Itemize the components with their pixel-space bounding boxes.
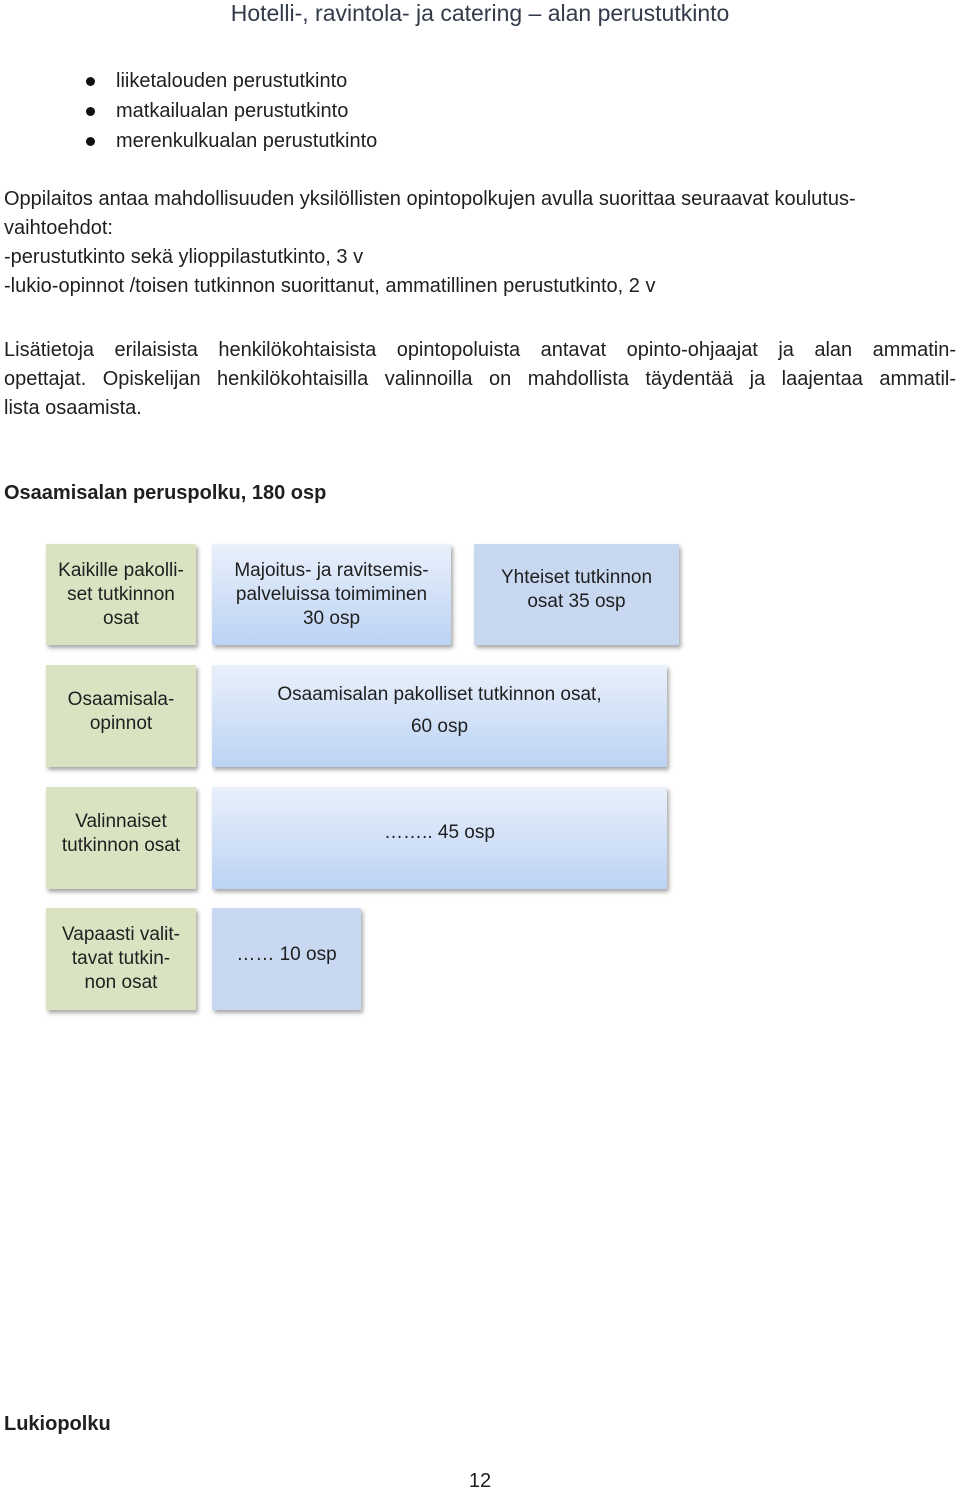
box-text-line: Osaamisalan pakolliset tutkinnon osat, [277,684,602,705]
paragraph-line: -lukio-opinnot /toisen tutkinnon suorittanut, ammatillinen perustutkinto, 2 v [4,275,656,297]
bullet-dot-icon [86,77,95,86]
box-text-line: osat [103,607,139,629]
bullet-item [0,96,377,126]
box-text-line: opinnot [89,713,153,734]
box-accommodation-catering-services [212,544,451,645]
bullet-text: liiketalouden perustutkinto [116,70,348,92]
box-text-line: set tutkinnon [67,583,175,605]
bullet-text: matkailualan perustutkinto [116,100,349,122]
page-header-title: Hotelli-, ravintola- ja catering – alan perustutkinto [230,0,730,26]
box-text-line: Osaamisala- [67,689,175,710]
bullet-dot-icon [86,137,95,146]
box-text-line: …….. 45 osp [384,822,495,843]
paragraph-line: -perustutkinto sekä ylioppilastutkinto, 3 v [4,246,364,268]
box-text-line: tutkinnon osat [61,835,181,856]
box-optional-units-45 [212,787,667,889]
bullet-dot-icon [86,107,95,116]
page-number: 12 [468,1470,492,1492]
bullet-text: merenkulkualan perustutkinto [116,130,378,152]
box-text-line: Vapaasti valit- [62,924,180,945]
label-optional-units [46,787,196,889]
label-competence-area-studies [46,665,196,767]
box-text-line: 60 osp [410,716,469,737]
paragraph-line: vaihtoehdot: [4,217,113,239]
paragraph-line: lista osaamista. [4,397,142,419]
box-text-line: Majoitus- ja ravitsemis- [234,559,429,581]
paragraph-line: Oppilaitos antaa mahdollisuuden yksilöllisten opintopolkujen avulla suorittaa seuraavat koulutus- [4,188,856,210]
box-text-line: Kaikille pakolli- [58,559,184,581]
label-common-required-units [46,544,196,645]
box-text-line: 30 osp [302,607,361,629]
box-common-units [474,544,679,645]
box-text-line: osat 35 osp [527,590,626,612]
paragraph-line: opettajat. Opiskelijan henkilökohtaisilla valinnoilla on mahdollista täydentää ja laajentaa ammatil- [4,368,956,390]
bullet-item [0,66,377,96]
box-competence-area-required-units [212,665,667,767]
footer-heading: Lukiopolku [4,1413,111,1435]
box-text-line: non osat [84,972,158,993]
paragraph-line: Lisätietoja erilaisista henkilökohtaisista opintopoluista antavat opinto-ohjaajat ja alan ammatin- [4,339,956,361]
paragraph-study-options [4,185,956,301]
bullet-list [0,66,377,156]
bullet-item [0,126,377,156]
box-text-line: tavat tutkin- [71,948,171,969]
paragraph-more-info [4,336,956,423]
box-text-line: Yhteiset tutkinnon [500,566,653,588]
box-text-line: …… 10 osp [236,944,337,965]
box-text-line: palveluissa toimiminen [235,583,428,605]
box-free-choice-units-10 [212,908,361,1010]
box-text-line: Valinnaiset [75,811,167,832]
section-heading: Osaamisalan peruspolku, 180 osp [4,482,327,504]
label-free-choice-units [46,908,196,1010]
